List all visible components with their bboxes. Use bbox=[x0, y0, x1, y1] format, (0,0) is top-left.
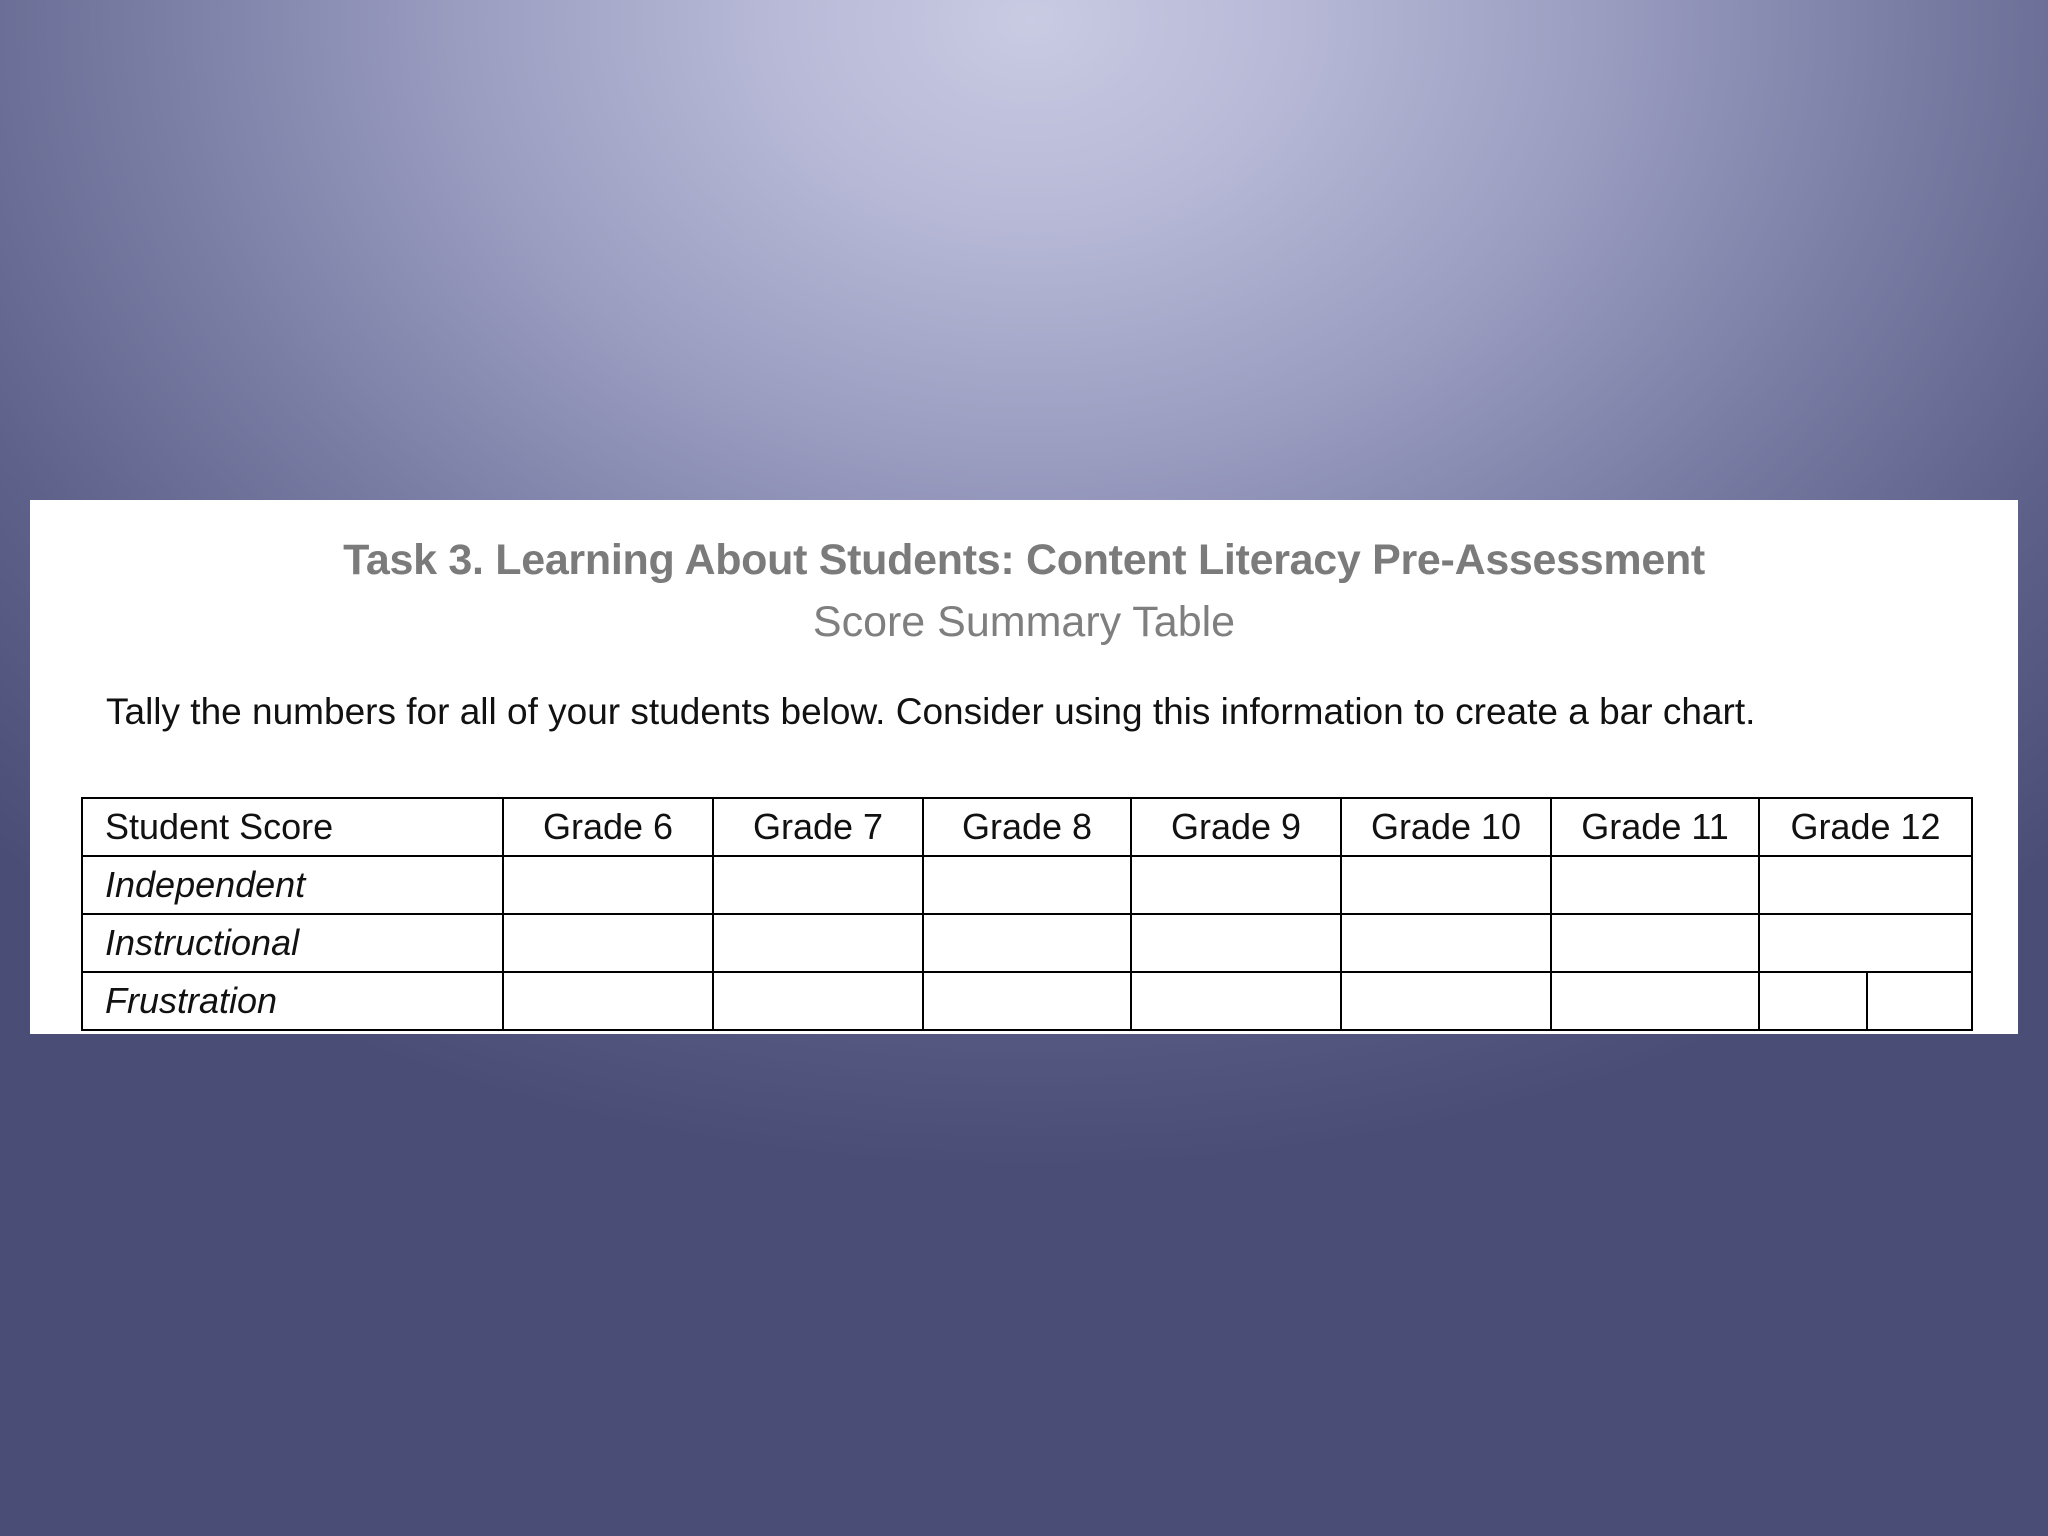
table-cell bbox=[1551, 972, 1759, 1030]
table-cell bbox=[1759, 914, 1972, 972]
table-cell bbox=[1341, 856, 1551, 914]
document-title: Task 3. Learning About Students: Content Literacy Pre-Assessment bbox=[343, 536, 1705, 584]
table-cell bbox=[923, 856, 1131, 914]
table-cell bbox=[1131, 972, 1341, 1030]
score-summary-table bbox=[81, 797, 1973, 1031]
header-grade-10: Grade 10 bbox=[1341, 798, 1551, 856]
table-cell bbox=[1131, 914, 1341, 972]
instructions-text: Tally the numbers for all of your students below. Consider using this information to create a bar chart. bbox=[106, 691, 1756, 732]
header-student-score: Student Score bbox=[82, 798, 503, 856]
table-cell bbox=[713, 914, 923, 972]
table-cell-split bbox=[1759, 972, 1972, 1030]
table-cell bbox=[1341, 972, 1551, 1030]
table-cell bbox=[1131, 856, 1341, 914]
table-cell bbox=[503, 914, 713, 972]
table-cell bbox=[503, 856, 713, 914]
table-cell bbox=[713, 972, 923, 1030]
table-cell bbox=[923, 914, 1131, 972]
table-cell bbox=[923, 972, 1131, 1030]
table-cell bbox=[1759, 856, 1972, 914]
header-grade-11: Grade 11 bbox=[1551, 798, 1759, 856]
table-cell bbox=[1551, 914, 1759, 972]
cell-divider-line bbox=[1866, 973, 1868, 1029]
table-cell bbox=[503, 972, 713, 1030]
table-row-independent bbox=[82, 856, 1972, 914]
document-subtitle: Score Summary Table bbox=[812, 598, 1236, 646]
table-cell bbox=[1551, 856, 1759, 914]
header-grade-8: Grade 8 bbox=[923, 798, 1131, 856]
header-grade-6: Grade 6 bbox=[503, 798, 713, 856]
header-grade-9: Grade 9 bbox=[1131, 798, 1341, 856]
row-label-frustration: Frustration bbox=[82, 972, 503, 1030]
table-cell bbox=[713, 856, 923, 914]
document-panel bbox=[30, 500, 2018, 1034]
table-header-row bbox=[82, 798, 1972, 856]
header-grade-7: Grade 7 bbox=[713, 798, 923, 856]
table-cell bbox=[1341, 914, 1551, 972]
table-row-instructional bbox=[82, 914, 1972, 972]
row-label-instructional: Instructional bbox=[82, 914, 503, 972]
row-label-independent: Independent bbox=[82, 856, 503, 914]
table-row-frustration bbox=[82, 972, 1972, 1030]
header-grade-12: Grade 12 bbox=[1759, 798, 1972, 856]
